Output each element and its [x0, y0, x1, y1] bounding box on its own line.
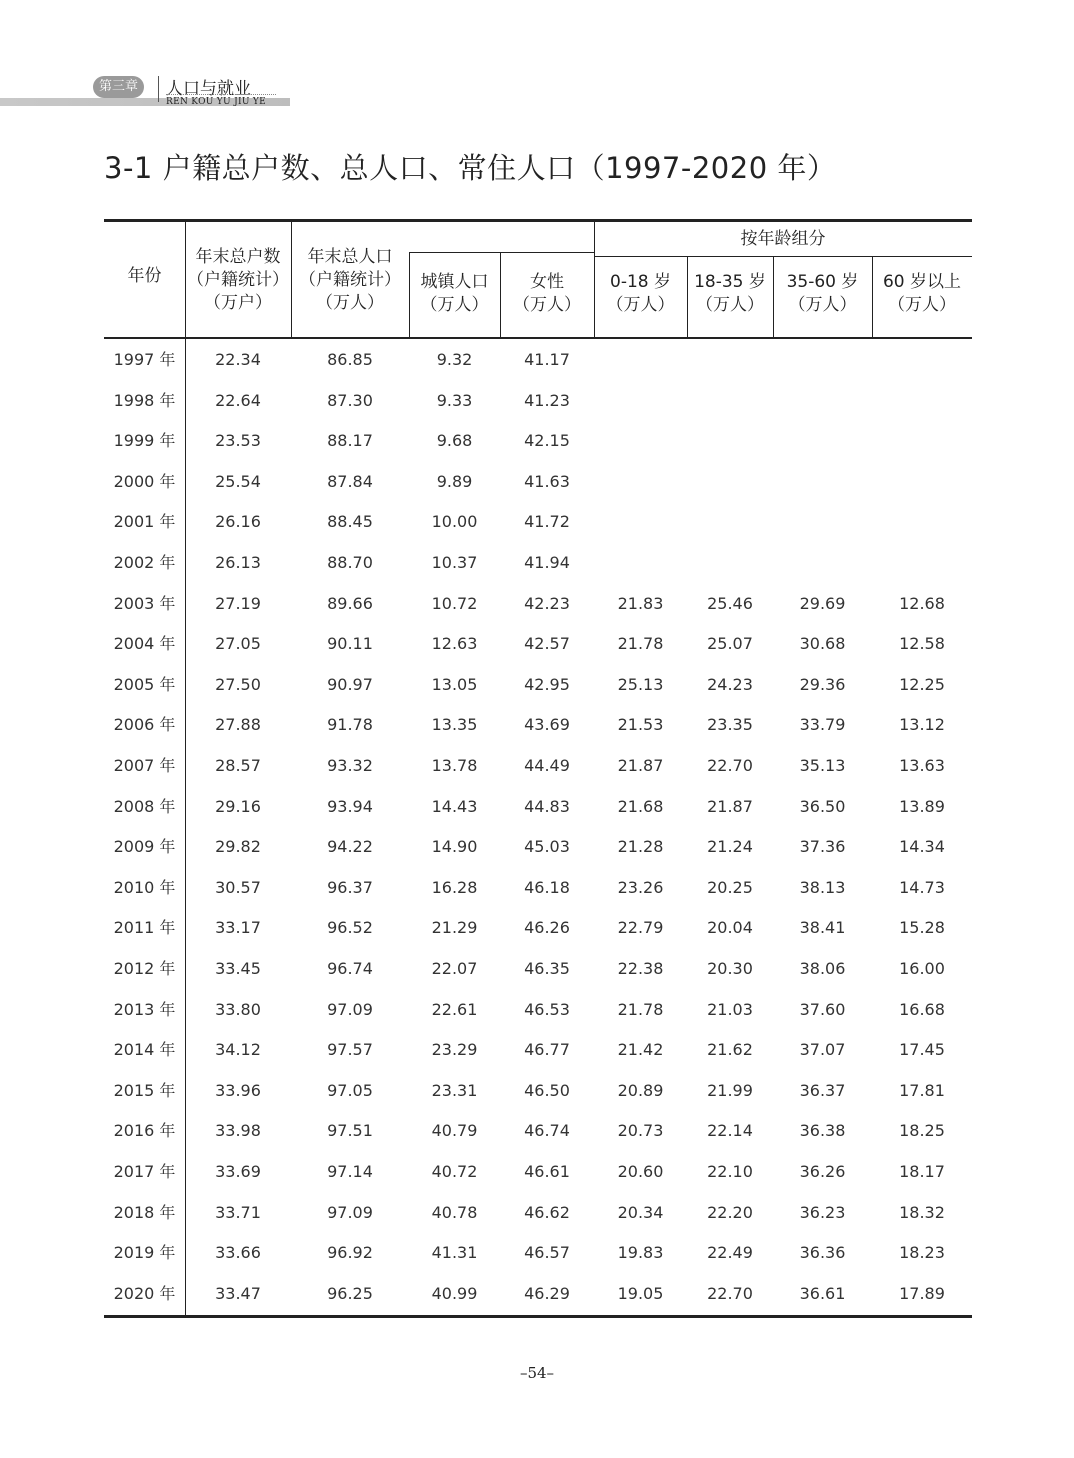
cell-age-60-plus: 18.32 [899, 1202, 945, 1222]
cell-age-35-60: 35.13 [799, 756, 846, 775]
cell-female: 42.23 [524, 593, 570, 613]
cell-population: 88.45 [327, 512, 373, 532]
cell-age-60-plus: 18.17 [899, 1162, 945, 1181]
cell-population: 88.70 [327, 553, 373, 572]
col-header-age-35-60: 35-60 岁 （万人） [786, 272, 859, 315]
header-subrule [409, 252, 594, 253]
cell-households: 27.50 [215, 674, 261, 694]
cell-urban: 23.31 [431, 1080, 478, 1100]
cell-age-60-plus: 17.45 [899, 1040, 945, 1060]
cell-households: 33.47 [215, 1283, 261, 1303]
cell-age-18-35: 24.23 [707, 674, 753, 694]
cell-age-60-plus: 12.58 [899, 634, 945, 654]
cell-population: 96.52 [327, 918, 373, 938]
cell-female: 46.57 [524, 1243, 570, 1263]
cell-age-18-35: 22.20 [707, 1202, 753, 1222]
cell-age-0-18: 22.79 [617, 918, 664, 938]
cell-female: 41.72 [524, 512, 570, 532]
cell-age-60-plus: 13.12 [899, 715, 945, 735]
col-header-year: 年份 [127, 266, 162, 286]
cell-year: 2008 年 [113, 796, 176, 816]
cell-age-35-60: 38.13 [799, 877, 846, 897]
cell-age-0-18: 21.87 [617, 756, 664, 775]
cell-population: 90.97 [327, 674, 373, 694]
cell-households: 33.96 [215, 1080, 261, 1100]
cell-age-18-35: 20.25 [707, 877, 753, 897]
cell-age-60-plus: 12.68 [899, 593, 945, 613]
cell-year: 2007 年 [113, 756, 176, 775]
cell-age-35-60: 38.41 [799, 918, 846, 938]
cell-urban: 13.35 [431, 715, 478, 735]
table-title: 3-1 户籍总户数、总人口、常住人口（1997-2020 年） [104, 151, 837, 185]
cell-households: 33.45 [215, 959, 261, 978]
cell-age-60-plus: 16.68 [899, 999, 945, 1019]
header-dotted-rule [166, 94, 276, 95]
cell-age-0-18: 20.60 [617, 1162, 664, 1181]
cell-age-60-plus [872, 431, 972, 451]
cell-age-0-18 [594, 512, 687, 532]
cell-population: 89.66 [327, 593, 373, 613]
cell-households: 33.80 [215, 999, 261, 1019]
col-header-age-60-plus: 60 岁以上 （万人） [882, 272, 962, 315]
cell-female: 46.62 [524, 1202, 570, 1222]
cell-households: 34.12 [215, 1040, 261, 1060]
cell-urban: 23.29 [431, 1040, 478, 1060]
cell-female: 42.57 [524, 634, 570, 654]
cell-year: 2017 年 [113, 1162, 176, 1181]
cell-age-60-plus [872, 391, 972, 411]
page-number: –54– [519, 1364, 555, 1382]
cell-population: 88.17 [327, 431, 373, 451]
cell-age-35-60 [773, 553, 872, 573]
cell-population: 96.92 [327, 1243, 373, 1263]
cell-age-0-18 [594, 431, 687, 451]
cell-age-18-35: 22.49 [707, 1243, 753, 1263]
cell-age-35-60: 36.61 [799, 1283, 846, 1303]
cell-female: 43.69 [524, 715, 570, 735]
cell-population: 93.32 [327, 756, 373, 775]
cell-households: 33.17 [215, 918, 261, 938]
cell-age-18-35 [687, 512, 773, 532]
cell-female: 42.15 [524, 431, 570, 451]
cell-age-35-60: 38.06 [799, 959, 846, 978]
cell-age-0-18: 25.13 [617, 674, 664, 694]
cell-urban: 13.78 [431, 756, 478, 775]
header-separator [158, 76, 159, 102]
cell-age-0-18 [594, 350, 687, 370]
col-header-female: 女性 （万人） [513, 272, 581, 315]
cell-year: 1999 年 [113, 431, 176, 451]
cell-age-0-18 [594, 391, 687, 411]
cell-age-60-plus: 13.63 [899, 756, 945, 775]
cell-households: 22.64 [215, 390, 261, 410]
cell-population: 86.85 [327, 350, 373, 369]
cell-population: 93.94 [327, 796, 373, 816]
cell-urban: 10.00 [431, 512, 478, 532]
cell-age-0-18: 21.78 [617, 999, 664, 1019]
cell-age-60-plus: 16.00 [899, 959, 945, 978]
cell-households: 30.57 [215, 877, 261, 897]
cell-population: 97.57 [327, 1040, 373, 1060]
cell-age-18-35: 22.14 [707, 1121, 753, 1141]
cell-urban: 9.89 [436, 471, 473, 491]
cell-households: 27.19 [215, 593, 261, 613]
cell-age-35-60: 37.36 [799, 837, 846, 857]
cell-age-35-60 [773, 472, 872, 492]
cell-female: 41.63 [524, 471, 570, 491]
col-header-population: 年末总人口 （户籍统计） （万人） [299, 247, 401, 313]
cell-population: 97.09 [327, 999, 373, 1019]
cell-population: 91.78 [327, 715, 373, 735]
cell-year: 2015 年 [113, 1080, 176, 1100]
cell-population: 96.25 [327, 1283, 373, 1303]
cell-age-60-plus: 17.81 [899, 1080, 945, 1100]
cell-female: 44.83 [524, 796, 570, 816]
cell-female: 46.50 [524, 1080, 570, 1100]
cell-age-35-60: 29.69 [799, 593, 846, 613]
cell-age-35-60: 37.07 [799, 1040, 846, 1060]
cell-population: 90.11 [327, 634, 373, 654]
cell-urban: 40.78 [431, 1202, 478, 1222]
cell-urban: 16.28 [431, 877, 478, 897]
cell-year: 2013 年 [113, 999, 176, 1019]
col-header-households: 年末总户数 （户籍统计） （万户） [187, 247, 289, 313]
cell-age-18-35: 21.03 [707, 999, 753, 1019]
cell-urban: 12.63 [431, 634, 478, 654]
cell-age-0-18: 21.42 [617, 1040, 664, 1060]
cell-households: 33.69 [215, 1162, 261, 1181]
cell-year: 2010 年 [113, 877, 176, 897]
cell-urban: 41.31 [431, 1243, 478, 1263]
cell-age-60-plus: 18.23 [899, 1243, 945, 1263]
col-header-urban: 城镇人口 （万人） [420, 272, 489, 315]
cell-age-18-35: 21.62 [707, 1040, 753, 1060]
cell-female: 46.61 [524, 1162, 570, 1181]
cell-female: 41.17 [524, 350, 570, 369]
cell-age-0-18: 20.89 [617, 1080, 664, 1100]
cell-age-60-plus: 12.25 [899, 674, 945, 694]
cell-age-18-35: 22.70 [707, 756, 753, 775]
cell-year: 2012 年 [113, 959, 176, 978]
cell-urban: 9.32 [436, 350, 473, 369]
cell-age-0-18: 19.05 [617, 1283, 664, 1303]
cell-year: 2004 年 [113, 634, 176, 654]
cell-year: 2002 年 [113, 553, 176, 572]
col-header-age-group: 按年龄组分 [740, 229, 826, 249]
table-header-rule [104, 337, 972, 339]
cell-year: 2000 年 [113, 471, 176, 491]
cell-age-18-35: 21.87 [707, 796, 753, 816]
cell-age-35-60 [773, 431, 872, 451]
cell-age-35-60: 36.36 [799, 1243, 846, 1263]
cell-population: 96.74 [327, 959, 373, 978]
cell-population: 97.09 [327, 1202, 373, 1222]
cell-age-35-60: 36.38 [799, 1121, 846, 1141]
cell-year: 2005 年 [113, 674, 176, 694]
cell-year: 2006 年 [113, 715, 176, 735]
table-top-rule [104, 219, 972, 222]
cell-households: 27.88 [215, 715, 261, 735]
cell-age-35-60: 36.23 [799, 1202, 846, 1222]
cell-households: 29.16 [215, 796, 261, 816]
cell-age-18-35 [687, 391, 773, 411]
cell-age-18-35 [687, 350, 773, 370]
cell-female: 46.35 [524, 959, 570, 978]
cell-households: 26.13 [215, 553, 261, 572]
cell-age-35-60 [773, 350, 872, 370]
cell-age-18-35 [687, 431, 773, 451]
chapter-title: 人口与就业 [166, 79, 251, 99]
chapter-header [0, 70, 1074, 110]
cell-female: 41.23 [524, 390, 570, 410]
cell-urban: 22.61 [431, 999, 478, 1019]
cell-age-18-35: 22.10 [707, 1162, 753, 1181]
cell-age-18-35: 20.04 [707, 918, 753, 938]
cell-population: 97.14 [327, 1162, 373, 1181]
cell-age-0-18: 19.83 [617, 1243, 664, 1263]
cell-age-35-60 [773, 391, 872, 411]
cell-age-18-35: 21.99 [707, 1080, 753, 1100]
cell-female: 46.53 [524, 999, 570, 1019]
cell-age-35-60: 37.60 [799, 999, 846, 1019]
cell-year: 2001 年 [113, 512, 176, 532]
cell-population: 97.51 [327, 1121, 373, 1141]
cell-urban: 40.99 [431, 1283, 478, 1303]
cell-age-0-18 [594, 472, 687, 492]
cell-age-0-18: 23.26 [617, 877, 664, 897]
cell-households: 33.98 [215, 1121, 261, 1141]
cell-households: 28.57 [215, 756, 261, 775]
cell-households: 26.16 [215, 512, 261, 532]
cell-urban: 13.05 [431, 674, 478, 694]
cell-households: 33.66 [215, 1243, 261, 1263]
cell-age-0-18: 21.68 [617, 796, 664, 816]
cell-age-18-35: 20.30 [707, 959, 753, 978]
cell-year: 2009 年 [113, 837, 176, 857]
cell-households: 27.05 [215, 634, 261, 654]
cell-age-18-35 [687, 553, 773, 573]
chapter-pinyin: REN KOU YU JIU YE [166, 97, 266, 107]
cell-female: 42.95 [524, 674, 570, 694]
cell-urban: 22.07 [431, 959, 478, 978]
cell-age-18-35: 25.46 [707, 593, 753, 613]
cell-age-18-35 [687, 472, 773, 492]
cell-households: 29.82 [215, 837, 261, 857]
cell-age-60-plus: 17.89 [899, 1283, 945, 1303]
cell-female: 44.49 [524, 756, 570, 775]
cell-urban: 21.29 [431, 918, 478, 938]
cell-urban: 10.37 [431, 553, 478, 572]
cell-year: 2003 年 [113, 593, 176, 613]
cell-age-60-plus: 13.89 [899, 796, 945, 816]
cell-age-60-plus [872, 472, 972, 492]
cell-year: 1997 年 [113, 350, 176, 369]
cell-households: 25.54 [215, 471, 261, 491]
cell-households: 23.53 [215, 431, 261, 451]
cell-age-0-18: 21.53 [617, 715, 664, 735]
cell-age-60-plus: 18.25 [899, 1121, 945, 1141]
cell-age-18-35: 25.07 [707, 634, 753, 654]
cell-age-60-plus: 14.34 [899, 837, 945, 857]
age-group-subrule [594, 256, 972, 257]
cell-age-0-18: 20.73 [617, 1121, 664, 1141]
cell-age-35-60: 29.36 [799, 674, 846, 694]
cell-age-0-18 [594, 553, 687, 573]
cell-female: 46.18 [524, 877, 570, 897]
cell-age-0-18: 22.38 [617, 959, 664, 978]
cell-year: 2014 年 [113, 1040, 176, 1060]
cell-age-0-18: 21.28 [617, 837, 664, 857]
cell-age-35-60: 36.26 [799, 1162, 846, 1181]
cell-age-18-35: 22.70 [707, 1283, 753, 1303]
cell-urban: 40.79 [431, 1121, 478, 1141]
cell-population: 97.05 [327, 1080, 373, 1100]
cell-age-60-plus [872, 512, 972, 532]
cell-urban: 10.72 [431, 593, 478, 613]
cell-age-0-18: 20.34 [617, 1202, 664, 1222]
cell-population: 87.84 [327, 471, 373, 491]
cell-urban: 14.90 [431, 837, 478, 857]
cell-age-60-plus: 15.28 [899, 918, 945, 938]
cell-urban: 14.43 [431, 796, 478, 816]
cell-age-35-60: 33.79 [799, 715, 846, 735]
cell-female: 46.29 [524, 1283, 570, 1303]
cell-age-18-35: 21.24 [707, 837, 753, 857]
cell-female: 41.94 [524, 553, 570, 572]
cell-year: 2011 年 [113, 918, 176, 938]
cell-urban: 40.72 [431, 1162, 478, 1181]
cell-age-35-60: 36.50 [799, 796, 846, 816]
cell-age-0-18: 21.83 [617, 593, 664, 613]
cell-female: 46.77 [524, 1040, 570, 1060]
cell-population: 87.30 [327, 390, 373, 410]
cell-urban: 9.33 [436, 390, 473, 410]
cell-population: 96.37 [327, 877, 373, 897]
cell-age-35-60 [773, 512, 872, 532]
cell-age-35-60: 30.68 [799, 634, 846, 654]
cell-population: 94.22 [327, 837, 373, 857]
cell-female: 45.03 [524, 837, 570, 857]
cell-year: 1998 年 [113, 390, 176, 410]
cell-age-60-plus: 14.73 [899, 877, 945, 897]
cell-age-60-plus [872, 350, 972, 370]
cell-age-18-35: 23.35 [707, 715, 753, 735]
chapter-badge: 第三章 [93, 76, 144, 98]
cell-urban: 9.68 [436, 431, 473, 451]
cell-year: 2016 年 [113, 1121, 176, 1141]
cell-year: 2020 年 [113, 1283, 176, 1303]
cell-households: 33.71 [215, 1202, 261, 1222]
cell-age-35-60: 36.37 [799, 1080, 846, 1100]
cell-year: 2019 年 [113, 1243, 176, 1263]
col-header-age-18-35: 18-35 岁 （万人） [694, 272, 766, 315]
cell-female: 46.26 [524, 918, 570, 938]
cell-age-0-18: 21.78 [617, 634, 664, 654]
table-bottom-rule [104, 1315, 972, 1318]
cell-female: 46.74 [524, 1121, 570, 1141]
cell-age-60-plus [872, 553, 972, 573]
cell-households: 22.34 [215, 350, 261, 369]
col-header-age-0-18: 0-18 岁 （万人） [606, 272, 675, 315]
cell-year: 2018 年 [113, 1202, 176, 1222]
